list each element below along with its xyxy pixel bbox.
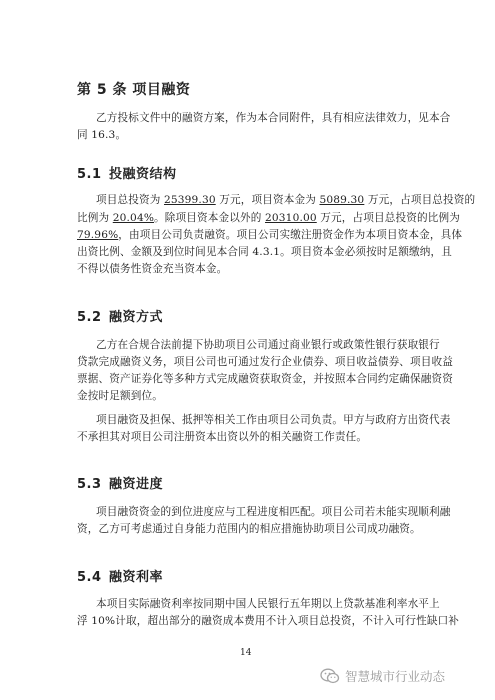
watermark-text: 智慧城市行业动态	[345, 669, 446, 684]
paragraph-line: 浮 10%计取，超出部分的融资成本费用不计入项目总投资，不计入可行性缺口补	[77, 615, 460, 627]
paragraph-line: 不得以债务性资金充当资本金。	[77, 263, 228, 275]
section-title: 融资方式	[109, 310, 164, 325]
section-5-4-heading	[77, 566, 163, 585]
section-title: 融资利率	[109, 570, 164, 585]
watermark	[320, 667, 445, 685]
section-number: 5.1	[77, 167, 102, 182]
paragraph-line: 金按时足额到位。	[77, 390, 163, 402]
section-title: 投融资结构	[109, 167, 177, 182]
capital-value: 5089.30	[319, 194, 365, 206]
paragraph-line: 资，乙方可考虑通过自身能力范围内的相应措施协助项目公司成功融资。	[77, 523, 421, 535]
paragraph-line: 项目总投资为 25399.30 万元，项目资本金为 5089.30 万元，占项目总投资的	[96, 194, 476, 206]
paragraph-line: 不承担其对项目公司注册资本出资以外的相关融资工作责任。	[77, 431, 368, 443]
article-heading: 第 5 条 项目融资	[77, 82, 191, 98]
page-number: 14	[240, 648, 252, 658]
section-5-2-heading	[77, 306, 163, 325]
financing-amount: 20310.00	[265, 212, 317, 224]
financing-ratio: 79.96%	[77, 229, 119, 241]
section-5-3-heading	[77, 473, 163, 492]
paragraph-line: 出资比例、金额及到位时间见本合同 4.3.1。项目资本金必须按时足额缴纳，且	[77, 246, 453, 258]
capital-ratio: 20.04%	[112, 212, 155, 224]
paragraph-line: 贷款完成融资义务，项目公司也可通过发行企业债券、项目收益债券、项目收益	[77, 356, 454, 368]
section-title: 融资进度	[109, 477, 164, 492]
wechat-icon	[320, 668, 340, 684]
total-investment-value: 25399.30	[163, 194, 216, 206]
section-5-1-heading	[77, 163, 177, 182]
intro-line-1: 乙方投标文件中的融资方案，作为本合同附件，具有相应法律效力，见本合	[96, 112, 451, 124]
paragraph-line: 比例为 20.04%。除项目资本金以外的 20310.00 万元，占项目总投资的比例为	[77, 212, 460, 224]
section-number: 5.4	[77, 570, 102, 585]
paragraph-line: 79.96%，由项目公司负责融资。项目公司实缴注册资金作为本项目资本金，具体	[77, 229, 463, 241]
paragraph-line: 项目融资资金的到位进度应与工程进度相匹配。项目公司若未能实现顺利融	[96, 506, 451, 518]
paragraph-line: 本项目实际融资利率按同期中国人民银行五年期以上贷款基准利率水平上	[96, 598, 440, 610]
section-number: 5.2	[77, 310, 102, 325]
paragraph-line: 项目融资及担保、抵押等相关工作由项目公司负责。甲方与政府方出资代表	[96, 414, 451, 426]
paragraph-line: 乙方在合规合法前提下协助项目公司通过商业银行或政策性银行获取银行	[96, 339, 440, 351]
intro-line-2: 同 16.3。	[77, 129, 127, 141]
paragraph-line: 票据、资产证券化等多种方式完成融资获取资金，并按照本合同约定确保融资资	[77, 373, 454, 385]
section-number: 5.3	[77, 477, 102, 492]
